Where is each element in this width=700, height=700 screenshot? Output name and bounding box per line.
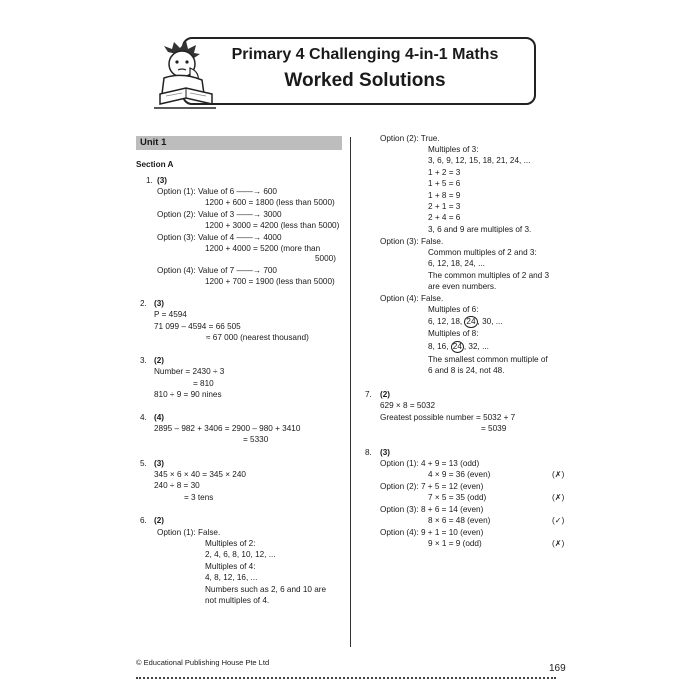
- right-text-line: 3, 6 and 9 are multiples of 3.: [428, 225, 532, 234]
- left-text-line: 3.: [140, 356, 147, 365]
- left-text-line: 6.: [140, 516, 147, 525]
- left-text-line: Option (2): Value of 3 ——→ 3000: [157, 210, 282, 219]
- right-text-line: (✓): [552, 516, 565, 525]
- right-text-line: 1 + 2 = 3: [428, 168, 461, 177]
- right-text-line: = 5039: [481, 424, 507, 433]
- left-text-line: Numbers such as 2, 6 and 10 are: [205, 585, 327, 594]
- left-text-line: (2): [154, 356, 165, 365]
- right-text-line: 9 × 1 = 9 (odd): [428, 539, 482, 548]
- left-text-line: 2, 4, 6, 8, 10, 12, ...: [205, 550, 276, 559]
- right-text-line: 3, 6, 9, 12, 15, 18, 21, 24, ...: [428, 156, 531, 165]
- left-text-line: Option (1): Value of 6 ——→ 600: [157, 187, 277, 196]
- left-text-line: Option (1): False.: [157, 528, 221, 537]
- right-text-line: 2 + 1 = 3: [428, 202, 461, 211]
- left-text-line: (3): [154, 299, 165, 308]
- right-text-line: 6, 12, 18, 24, ...: [428, 259, 485, 268]
- right-text-line: (✗): [552, 470, 565, 479]
- multiples-of-8-line: 8, 16, 24 , 32, ...: [428, 342, 489, 351]
- right-text-line: Multiples of 6:: [428, 305, 479, 314]
- right-text-line: The common multiples of 2 and 3: [428, 271, 550, 280]
- left-text-line: = 3 tens: [184, 493, 214, 502]
- left-text-line: Multiples of 2:: [205, 539, 256, 548]
- right-text-line: 4 × 9 = 36 (even): [428, 470, 491, 479]
- left-text-line: 1200 + 4000 = 5200 (more than: [205, 244, 321, 253]
- right-text-line: Common multiples of 2 and 3:: [428, 248, 537, 257]
- student-reading-illustration: [150, 38, 220, 110]
- left-text-line: 4.: [140, 413, 147, 422]
- left-text-line: 5.: [140, 459, 147, 468]
- right-text-line: 2 + 4 = 6: [428, 213, 461, 222]
- right-text-line: Option (3): False.: [380, 237, 444, 246]
- left-text-line: 71 099 – 4594 = 66 505: [154, 322, 241, 331]
- unit-heading: Unit 1: [136, 136, 342, 150]
- left-text-line: Multiples of 4:: [205, 562, 256, 571]
- page-title: Worked Solutions: [284, 70, 446, 91]
- left-text-line: 1.: [146, 176, 153, 185]
- right-text-line: 7 × 5 = 35 (odd): [428, 493, 487, 502]
- right-text-line: are even numbers.: [428, 282, 497, 291]
- right-text-line: Option (2): True.: [380, 134, 440, 143]
- footer-rule: [136, 677, 556, 679]
- right-text-line: Option (3): 8 + 6 = 14 (even): [380, 505, 484, 514]
- right-text-line: (✗): [552, 539, 565, 548]
- left-text-line: = 810: [193, 379, 214, 388]
- left-text-line: 1200 + 600 = 1800 (less than 5000): [205, 198, 335, 207]
- left-text-line: (3): [157, 176, 168, 185]
- left-text-line: Option (4): Value of 7 ——→ 700: [157, 266, 277, 275]
- right-text-line: Multiples of 8:: [428, 329, 479, 338]
- right-text-line: Option (2): 7 + 5 = 12 (even): [380, 482, 484, 491]
- left-text-line: 2.: [140, 299, 147, 308]
- left-text-line: not multiples of 4.: [205, 596, 270, 605]
- right-text-line: 6 and 8 is 24, not 48.: [428, 366, 505, 375]
- right-text-line: Greatest possible number = 5032 + 7: [380, 413, 516, 422]
- publisher-credit: © Educational Publishing House Pte Ltd: [136, 658, 270, 667]
- section-heading: Section A: [136, 160, 174, 169]
- left-text-line: (4): [154, 413, 165, 422]
- multiples-of-6-line: 6, 12, 18, 24 , 30, ...: [428, 317, 503, 326]
- left-text-line: 810 ÷ 9 = 90 nines: [154, 390, 222, 399]
- right-text-line: The smallest common multiple of: [428, 355, 548, 364]
- right-text-line: 1 + 8 = 9: [428, 191, 461, 200]
- left-text-line: Number = 2430 ÷ 3: [154, 367, 225, 376]
- left-text-line: 2895 – 982 + 3406 = 2900 – 980 + 3410: [154, 424, 301, 433]
- left-text-line: 1200 + 3000 = 4200 (less than 5000): [205, 221, 340, 230]
- right-text-line: Option (4): 9 + 1 = 10 (even): [380, 528, 484, 537]
- left-text-line: (2): [154, 516, 165, 525]
- column-divider: [350, 137, 351, 647]
- left-text-line: 4, 8, 12, 16, ...: [205, 573, 258, 582]
- right-text-line: Multiples of 3:: [428, 145, 479, 154]
- right-text-line: 1 + 5 = 6: [428, 179, 461, 188]
- right-text-line: 8.: [365, 448, 372, 457]
- left-text-line: P = 4594: [154, 310, 187, 319]
- left-text-line: 240 ÷ 8 = 30: [154, 481, 200, 490]
- right-text-line: Option (4): False.: [380, 294, 444, 303]
- right-text-line: (3): [380, 448, 391, 457]
- left-text-line: Option (3): Value of 4 ——→ 4000: [157, 233, 282, 242]
- right-text-line: Option (1): 4 + 9 = 13 (odd): [380, 459, 480, 468]
- right-text-line: 629 × 8 = 5032: [380, 401, 436, 410]
- right-text-line: (2): [380, 390, 391, 399]
- left-text-line: ≈ 67 000 (nearest thousand): [206, 333, 309, 342]
- left-text-line: = 5330: [243, 435, 269, 444]
- circled-24: 24: [466, 317, 476, 326]
- page-number: 169: [549, 663, 566, 674]
- book-title: Primary 4 Challenging 4-in-1 Maths: [231, 46, 499, 63]
- left-text-line: 1200 + 700 = 1900 (less than 5000): [205, 277, 335, 286]
- circled-24: 24: [452, 342, 462, 351]
- left-text-line: 345 × 6 × 40 = 345 × 240: [154, 470, 246, 479]
- right-text-line: 8 × 6 = 48 (even): [428, 516, 491, 525]
- left-text-line: (3): [154, 459, 165, 468]
- right-text-line: (✗): [552, 493, 565, 502]
- left-text-line: 5000): [315, 254, 336, 263]
- right-text-line: 7.: [365, 390, 372, 399]
